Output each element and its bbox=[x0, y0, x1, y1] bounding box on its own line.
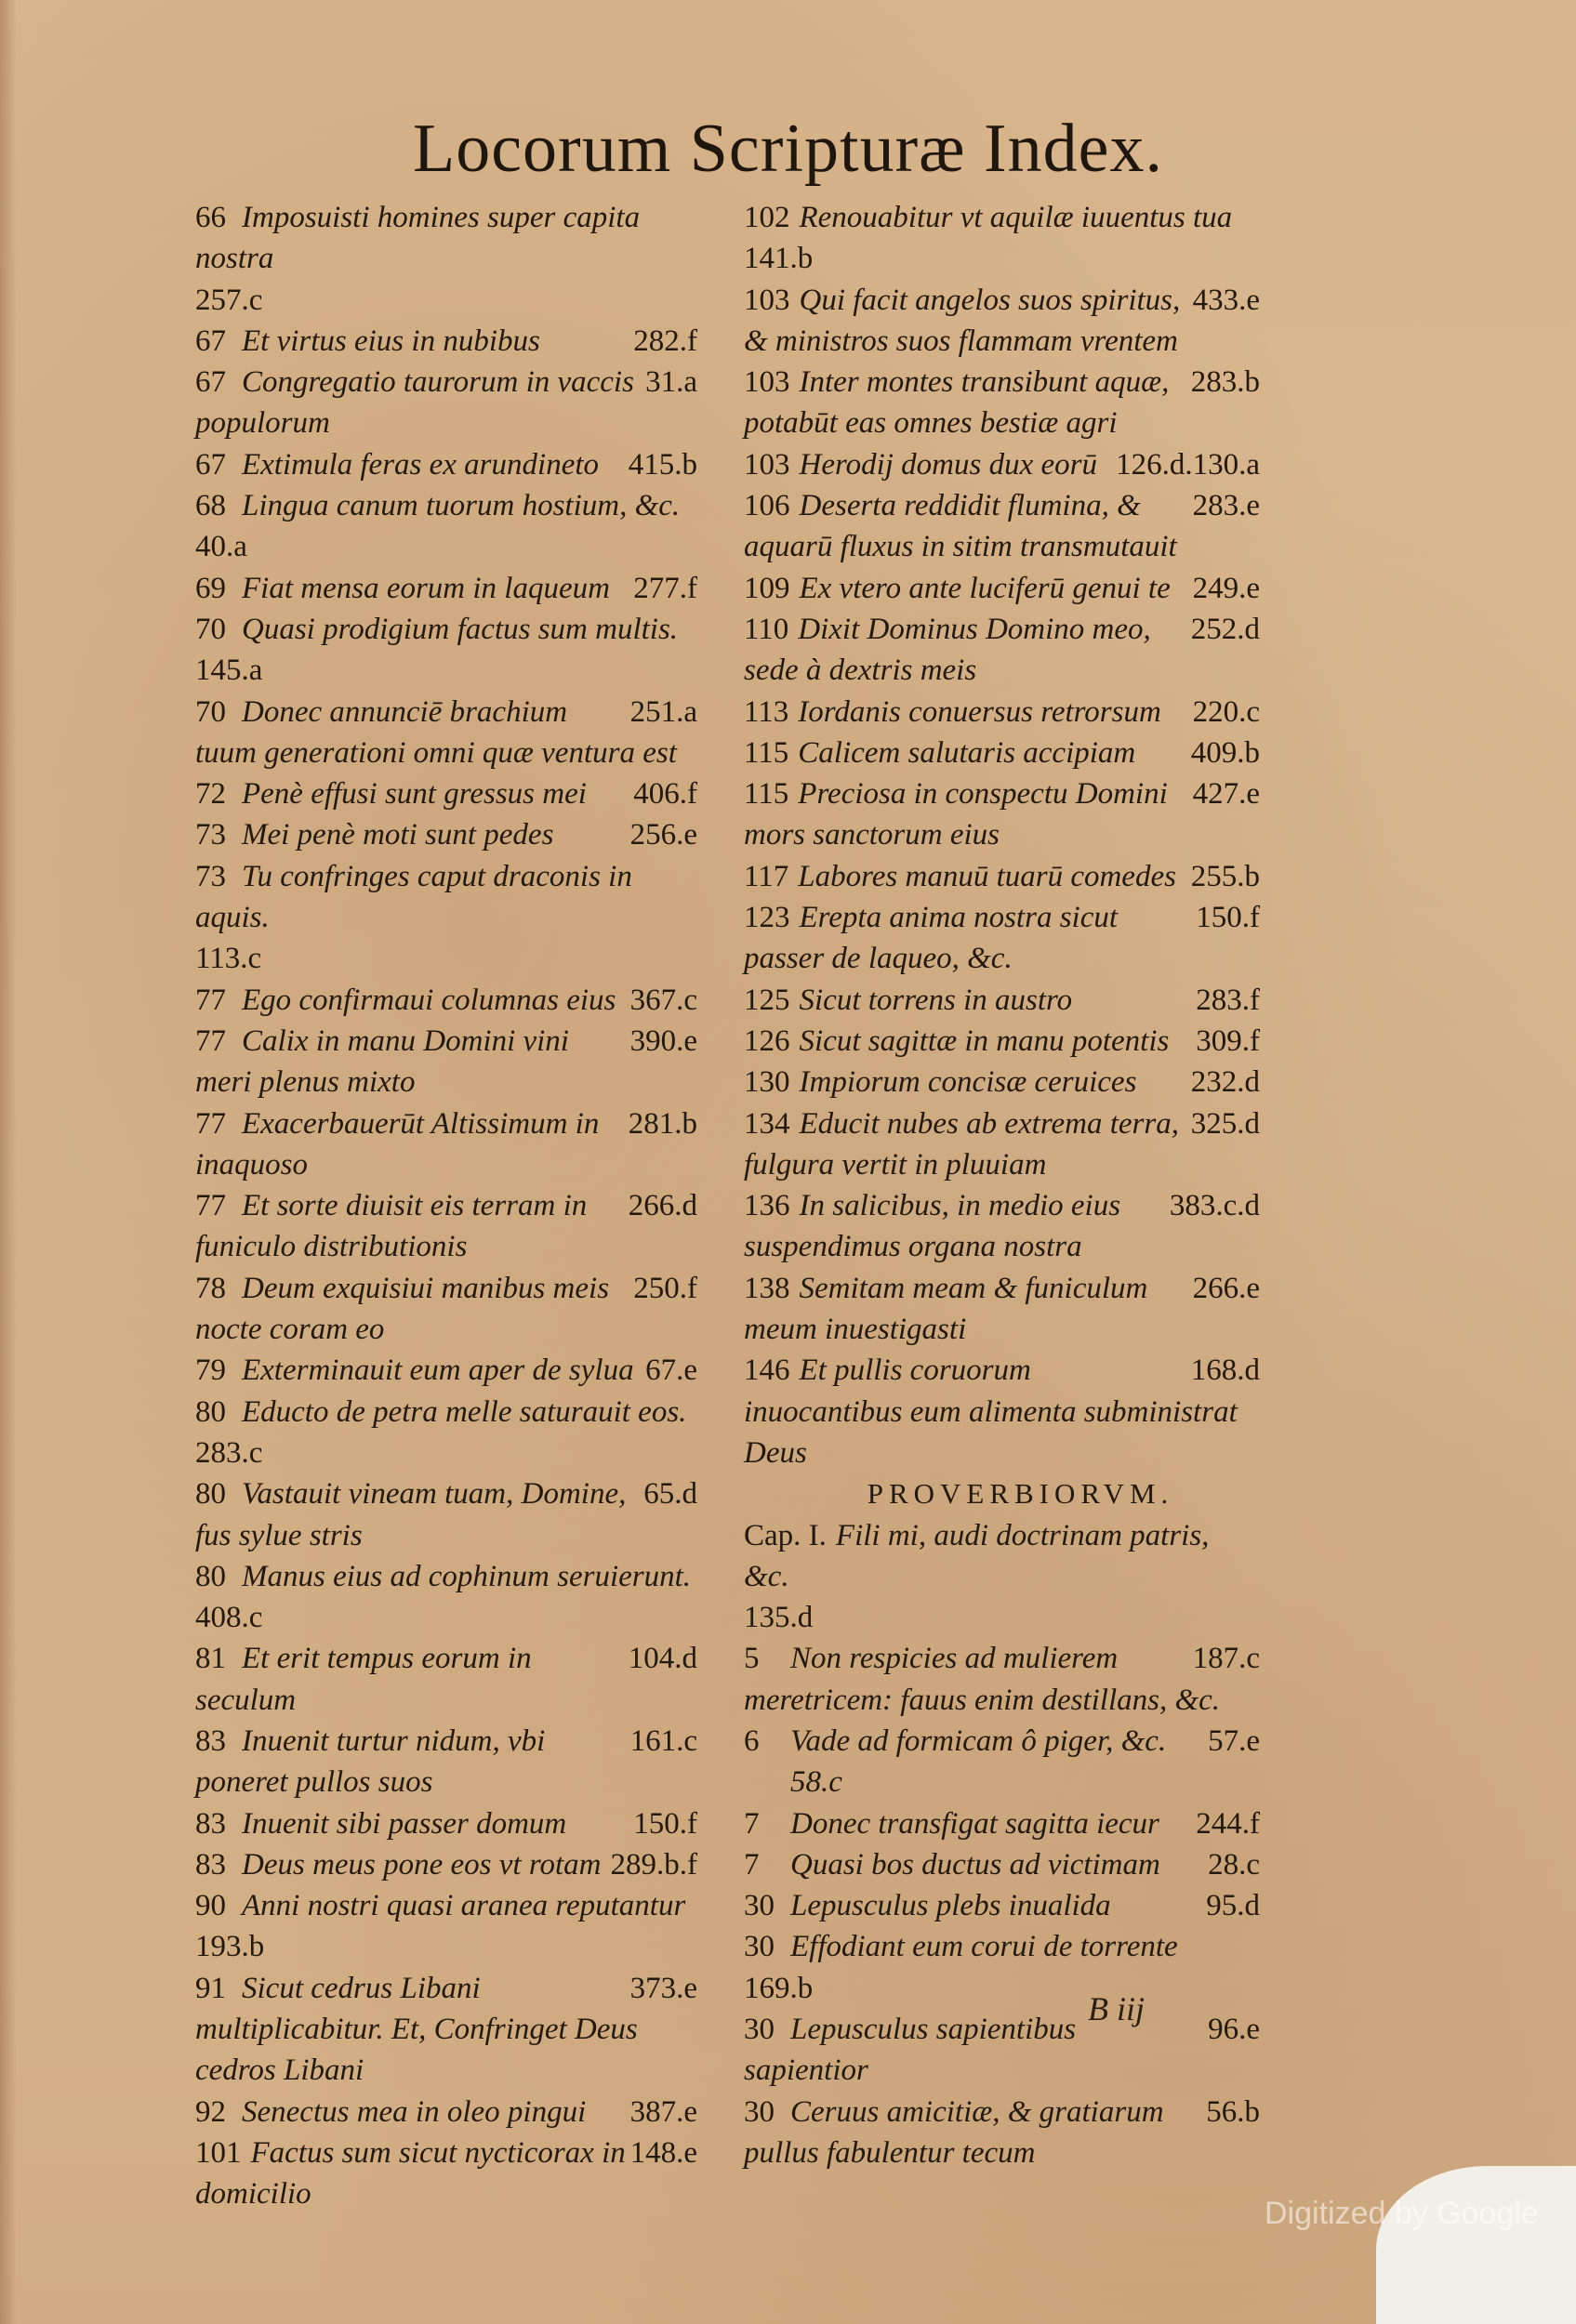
entry-reference: 250.f bbox=[633, 1271, 697, 1305]
entry-text: Calicem salutaris accipiam bbox=[798, 735, 1136, 770]
index-entry bbox=[195, 1803, 697, 1844]
entry-text: Herodij domus dux eorū bbox=[799, 447, 1097, 482]
entry-reference: 409.b bbox=[1190, 735, 1260, 770]
index-entry bbox=[744, 692, 1260, 733]
index-entry bbox=[744, 568, 1260, 609]
entry-number: 70 bbox=[195, 612, 226, 646]
index-entry bbox=[195, 2092, 697, 2133]
entry-text: Calix in manu Domini vini meri plenus mixto bbox=[195, 1023, 569, 1100]
entry-reference: 433.e bbox=[1192, 283, 1260, 317]
index-entry bbox=[195, 692, 697, 774]
entry-reference: 283.f bbox=[1196, 983, 1260, 1017]
entry-number: 126 bbox=[744, 1023, 790, 1058]
entry-number: Cap. I. bbox=[744, 1518, 827, 1552]
section-heading: PROVERBIORVM. bbox=[867, 1477, 1174, 1511]
page-title: Locorum Scripturæ Index. bbox=[413, 111, 1163, 187]
entry-reference: 148.e bbox=[629, 2135, 697, 2170]
entry-reference: 150.f bbox=[1196, 901, 1260, 935]
entry-number: 77 bbox=[195, 1189, 226, 1223]
entry-reference: 169.b bbox=[744, 1971, 814, 2005]
index-entry bbox=[195, 773, 697, 814]
entry-text: Anni nostri quasi aranea reputantur bbox=[242, 1889, 686, 1923]
index-entry bbox=[195, 444, 697, 485]
entry-text: Vade ad formicam ô piger, &c. bbox=[790, 1723, 1167, 1758]
entry-number: 30 bbox=[744, 2013, 775, 2047]
entry-number: 92 bbox=[195, 2094, 226, 2129]
index-entry bbox=[744, 856, 1260, 897]
entry-number: 5 bbox=[744, 1642, 760, 1676]
entry-number: 106 bbox=[744, 489, 790, 523]
entry-reference: 387.e bbox=[629, 2094, 697, 2129]
right-index-column bbox=[744, 197, 1260, 2173]
entry-text: Fiat mensa eorum in laqueum bbox=[242, 571, 610, 605]
index-entry bbox=[195, 814, 697, 855]
index-entry bbox=[744, 980, 1260, 1021]
entry-text: Et pullis coruorum inuocantibus eum alimenta subministrat Deus bbox=[744, 1353, 1238, 1470]
index-entry bbox=[744, 1762, 1260, 1802]
entry-reference: 325.d bbox=[1190, 1106, 1260, 1141]
page-edge-shadow bbox=[0, 0, 17, 2324]
entry-text: Mei penè moti sunt pedes bbox=[242, 818, 554, 852]
entry-reference: 415.b bbox=[628, 447, 697, 482]
entry-text: Lingua canum tuorum hostium, &c. bbox=[242, 489, 681, 523]
entry-text: Quasi prodigium factus sum multis. bbox=[242, 612, 679, 646]
entry-number: 130 bbox=[744, 1065, 790, 1100]
entry-text: Erepta anima nostra sicut passer de laqueo, &c. bbox=[744, 901, 1119, 976]
index-entry bbox=[744, 197, 1260, 280]
entry-number: 115 bbox=[744, 735, 789, 770]
entry-text: Preciosa in conspectu Domini mors sanctorum eius bbox=[744, 777, 1168, 852]
entry-reference: 65.d bbox=[643, 1477, 697, 1512]
entry-number: 136 bbox=[744, 1189, 790, 1223]
index-entry bbox=[195, 1473, 697, 1556]
index-entry bbox=[195, 1392, 697, 1474]
entry-text: Deum exquisiui manibus meis nocte coram eo bbox=[195, 1271, 610, 1347]
index-entry bbox=[195, 321, 697, 362]
entry-text: Penè effusi sunt gressus mei bbox=[242, 777, 587, 812]
index-entry bbox=[195, 1268, 697, 1351]
index-entry bbox=[744, 773, 1260, 856]
index-entry bbox=[744, 2009, 1260, 2092]
entry-text: Imposuisti homines super capita nostra bbox=[195, 201, 641, 276]
index-entry bbox=[195, 1844, 697, 1885]
entry-number: 67 bbox=[195, 324, 226, 358]
entry-number: 77 bbox=[195, 1023, 226, 1058]
entry-number: 66 bbox=[195, 201, 226, 234]
entry-text: Educit nubes ab extrema terra, fulgura vertit in pluuiam bbox=[744, 1106, 1179, 1182]
index-entry bbox=[195, 362, 697, 444]
entry-text: Congregatio taurorum in vaccis populorum bbox=[195, 365, 634, 441]
index-entry bbox=[744, 485, 1260, 568]
entry-text: Et virtus eius in nubibus bbox=[242, 324, 540, 358]
entry-reference: 232.d bbox=[1190, 1065, 1260, 1100]
entry-text: Impiorum concisæ ceruices bbox=[799, 1065, 1137, 1100]
entry-number: 138 bbox=[744, 1271, 790, 1305]
entry-reference: 427.e bbox=[1192, 777, 1260, 812]
index-entry bbox=[195, 1885, 697, 1968]
entry-reference: 281.b bbox=[628, 1106, 697, 1141]
entry-reference: 266.e bbox=[1192, 1271, 1260, 1305]
entry-reference: 150.f bbox=[633, 1806, 697, 1841]
entry-reference: 193.b bbox=[195, 1930, 265, 1964]
entry-number: 113 bbox=[744, 694, 789, 729]
entry-number: 78 bbox=[195, 1271, 226, 1305]
entry-number: 103 bbox=[744, 447, 790, 482]
entry-text: Sicut torrens in austro bbox=[799, 983, 1073, 1017]
index-entry bbox=[195, 1638, 697, 1721]
index-entry bbox=[195, 485, 697, 568]
entry-number: 117 bbox=[744, 859, 789, 893]
entry-text: Manus eius ad cophinum seruierunt. bbox=[242, 1559, 692, 1593]
entry-reference: 406.f bbox=[633, 777, 697, 812]
entry-number: 83 bbox=[195, 1806, 226, 1841]
entry-number: 115 bbox=[744, 777, 789, 812]
entry-number: 81 bbox=[195, 1642, 226, 1676]
entry-text: Sicut cedrus Libani multiplicabitur. Et, Confringet Deus cedros Libani bbox=[195, 1971, 638, 2088]
entry-number: 83 bbox=[195, 1847, 226, 1882]
entry-text: Renouabitur vt aquilæ iuuentus tua bbox=[799, 201, 1233, 234]
entry-number: 30 bbox=[744, 1930, 775, 1964]
index-entry bbox=[744, 1844, 1260, 1885]
entry-number: 80 bbox=[195, 1559, 226, 1593]
entry-number: 6 bbox=[744, 1723, 760, 1758]
entry-number: 103 bbox=[744, 283, 790, 317]
entry-text: Deus meus pone eos vt rotam bbox=[242, 1847, 602, 1882]
index-entry bbox=[744, 1103, 1260, 1186]
entry-text: Exacerbauerūt Altissimum in inaquoso bbox=[195, 1106, 600, 1182]
index-entry bbox=[744, 1515, 1260, 1639]
entry-text: Exterminauit eum aper de sylua bbox=[242, 1353, 634, 1388]
entry-number: 90 bbox=[195, 1889, 226, 1923]
watermark: Digitized by Google bbox=[1265, 2196, 1539, 2231]
entry-text: Educto de petra melle saturauit eos. bbox=[242, 1394, 687, 1429]
entry-reference: 96.e bbox=[1208, 2013, 1260, 2047]
index-entry bbox=[744, 280, 1260, 363]
index-entry bbox=[744, 1926, 1260, 2009]
entry-number: 73 bbox=[195, 859, 226, 893]
entry-reference: 104.d bbox=[628, 1642, 697, 1676]
index-entry bbox=[744, 444, 1260, 485]
entry-reference: 390.e bbox=[629, 1023, 697, 1058]
index-entry bbox=[744, 1638, 1260, 1721]
entry-number: 79 bbox=[195, 1353, 226, 1388]
index-entry bbox=[744, 1062, 1260, 1103]
entry-number: 67 bbox=[195, 447, 226, 482]
entry-reference: 168.d bbox=[1190, 1353, 1260, 1388]
entry-reference: 282.f bbox=[633, 324, 697, 358]
entry-reference: 141.b bbox=[744, 242, 814, 276]
entry-number: 30 bbox=[744, 2094, 775, 2129]
entry-number: 83 bbox=[195, 1723, 226, 1758]
entry-reference: 256.e bbox=[629, 818, 697, 852]
index-entry bbox=[195, 1350, 697, 1391]
entry-text: Donec transfigat sagitta iecur bbox=[790, 1806, 1159, 1841]
index-entry bbox=[744, 1803, 1260, 1844]
entry-reference: 367.c bbox=[629, 983, 697, 1017]
entry-reference: 220.c bbox=[1192, 694, 1260, 729]
signature-mark: B iij bbox=[1088, 1990, 1145, 2027]
index-entry bbox=[744, 733, 1260, 773]
entry-number: 103 bbox=[744, 365, 790, 400]
entry-text: Semitam meam & funiculum meum inuestigasti bbox=[744, 1271, 1148, 1347]
entry-reference: 244.f bbox=[1196, 1806, 1260, 1841]
entry-number: 68 bbox=[195, 489, 226, 523]
torn-corner bbox=[1376, 2166, 1576, 2324]
entry-reference: 126.d.130.a bbox=[1116, 447, 1260, 482]
entry-text: Inuenit sibi passer domum bbox=[242, 1806, 567, 1841]
entry-reference: 283.c bbox=[195, 1435, 263, 1470]
entry-reference: 277.f bbox=[633, 571, 697, 605]
entry-text: Factus sum sicut nycticorax in domicilio bbox=[195, 2135, 626, 2212]
index-entry bbox=[744, 609, 1260, 692]
entry-reference: 113.c bbox=[195, 942, 262, 976]
entry-number: 7 bbox=[744, 1847, 760, 1882]
entry-number: 70 bbox=[195, 694, 226, 729]
index-entry bbox=[195, 1185, 697, 1268]
index-entry bbox=[744, 1721, 1260, 1762]
entry-text: Lepusculus plebs inualida bbox=[790, 1889, 1111, 1923]
index-entry bbox=[195, 197, 697, 321]
entry-text: Senectus mea in oleo pingui bbox=[242, 2094, 587, 2129]
index-entry bbox=[744, 1185, 1260, 1268]
entry-reference: 28.c bbox=[1208, 1847, 1260, 1882]
index-entry bbox=[744, 897, 1260, 980]
entry-reference: 31.a bbox=[645, 365, 697, 400]
index-entry bbox=[195, 1021, 697, 1103]
entry-number: 69 bbox=[195, 571, 226, 605]
entry-number: 125 bbox=[744, 983, 790, 1017]
entry-reference: 57.e bbox=[1208, 1723, 1260, 1758]
entry-number: 80 bbox=[195, 1477, 226, 1512]
entry-number: 7 bbox=[744, 1806, 760, 1841]
index-entry bbox=[195, 609, 697, 692]
entry-reference: 283.e bbox=[1192, 489, 1260, 523]
entry-number: 109 bbox=[744, 571, 790, 605]
index-entry bbox=[195, 1556, 697, 1639]
entry-text: Fili mi, audi doctrinam patris, &c. bbox=[744, 1518, 1210, 1593]
entry-text: Inuenit turtur nidum, vbi poneret pullos suos bbox=[195, 1723, 546, 1800]
index-entry bbox=[195, 2133, 697, 2215]
index-entry bbox=[195, 1968, 697, 2092]
index-entry bbox=[744, 362, 1260, 444]
entry-text: Et erit tempus eorum in seculum bbox=[195, 1642, 532, 1717]
index-entry bbox=[195, 980, 697, 1021]
entry-reference: 255.b bbox=[1190, 859, 1260, 893]
entry-reference: 251.a bbox=[629, 694, 697, 729]
entry-number: 91 bbox=[195, 1971, 226, 2005]
entry-reference: 56.b bbox=[1206, 2094, 1260, 2129]
entry-text: Quasi bos ductus ad victimam bbox=[790, 1847, 1160, 1882]
entry-text: Ego confirmaui columnas eius bbox=[242, 983, 616, 1017]
entry-number: 80 bbox=[195, 1394, 226, 1429]
entry-text: Vastauit vineam tuam, Domine, fus sylue stris bbox=[195, 1477, 627, 1552]
entry-number: 123 bbox=[744, 901, 790, 935]
entry-reference: 161.c bbox=[629, 1723, 697, 1758]
entry-reference: 283.b bbox=[1190, 365, 1260, 400]
entry-number: 77 bbox=[195, 1106, 226, 1141]
index-entry bbox=[195, 1103, 697, 1186]
entry-reference: 95.d bbox=[1206, 1889, 1260, 1923]
entry-text: Donec annunciē brachium tuum generationi omni quæ ventura est bbox=[195, 694, 677, 770]
entry-number: 102 bbox=[744, 201, 790, 234]
entry-number: 134 bbox=[744, 1106, 790, 1141]
entry-reference: 249.e bbox=[1192, 571, 1260, 605]
entry-text: 58.c bbox=[790, 1765, 842, 1800]
index-entry bbox=[744, 1350, 1260, 1473]
entry-text: Ex vtero ante luciferū genui te bbox=[799, 571, 1171, 605]
entry-number: 30 bbox=[744, 1889, 775, 1923]
index-entry bbox=[195, 856, 697, 980]
entry-reference: 289.b.f bbox=[610, 1847, 697, 1882]
entry-text: Extimula feras ex arundineto bbox=[242, 447, 600, 482]
entry-reference: 373.e bbox=[629, 1971, 697, 2005]
entry-text: In salicibus, in medio eius suspendimus organa nostra bbox=[744, 1189, 1121, 1264]
entry-number: 67 bbox=[195, 365, 226, 400]
entry-text: Ceruus amicitiæ, & gratiarum pullus fabulentur tecum bbox=[744, 2094, 1164, 2170]
entry-number: 73 bbox=[195, 818, 226, 852]
entry-reference: 145.a bbox=[195, 654, 263, 688]
left-index-column bbox=[195, 197, 697, 2215]
entry-text: Qui facit angelos suos spiritus, & ministros suos flammam vrentem bbox=[744, 283, 1181, 358]
entry-number: 146 bbox=[744, 1353, 790, 1388]
entry-reference: 408.c bbox=[195, 1601, 263, 1635]
entry-text: Et sorte diuisit eis terram in funiculo distributionis bbox=[195, 1189, 588, 1264]
entry-reference: 135.d bbox=[744, 1601, 814, 1635]
entry-text: Sicut sagittæ in manu potentis bbox=[799, 1023, 1170, 1058]
entry-reference: 309.f bbox=[1196, 1023, 1260, 1058]
index-entry bbox=[744, 1021, 1260, 1062]
entry-number: 101 bbox=[195, 2135, 242, 2170]
index-entry bbox=[744, 2092, 1260, 2174]
index-entry bbox=[195, 568, 697, 609]
entry-text: Dixit Dominus Domino meo, sede à dextris meis bbox=[744, 612, 1151, 688]
entry-number: 72 bbox=[195, 777, 226, 812]
entry-text: Labores manuū tuarū comedes bbox=[798, 859, 1176, 893]
entry-reference: 40.a bbox=[195, 530, 247, 564]
entry-number: 110 bbox=[744, 612, 789, 646]
entry-reference: 266.d bbox=[628, 1189, 697, 1223]
entry-reference: 252.d bbox=[1190, 612, 1260, 646]
entry-reference: 67.e bbox=[645, 1353, 697, 1388]
entry-text: Non respicies ad mulierem meretricem: fauus enim destillans, &c. bbox=[744, 1642, 1221, 1717]
index-entry bbox=[195, 1721, 697, 1803]
entry-reference: 257.c bbox=[195, 283, 263, 317]
entry-reference: 383.c.d bbox=[1169, 1189, 1260, 1223]
entry-text: Tu confringes caput draconis in aquis. bbox=[195, 859, 632, 935]
entry-text: Lepusculus sapientibus sapientior bbox=[744, 2013, 1077, 2088]
entry-text: Deserta reddidit flumina, & aquarū fluxus in sitim transmutauit bbox=[744, 489, 1177, 564]
entry-number: 77 bbox=[195, 983, 226, 1017]
entry-text: Effodiant eum corui de torrente bbox=[790, 1930, 1178, 1964]
entry-text: Iordanis conuersus retrorsum bbox=[798, 694, 1161, 729]
entry-text: Inter montes transibunt aquæ, potabūt eas omnes bestiæ agri bbox=[744, 365, 1170, 441]
entry-reference: 187.c bbox=[1192, 1642, 1260, 1676]
index-entry bbox=[744, 1268, 1260, 1351]
index-entry bbox=[744, 1885, 1260, 1926]
